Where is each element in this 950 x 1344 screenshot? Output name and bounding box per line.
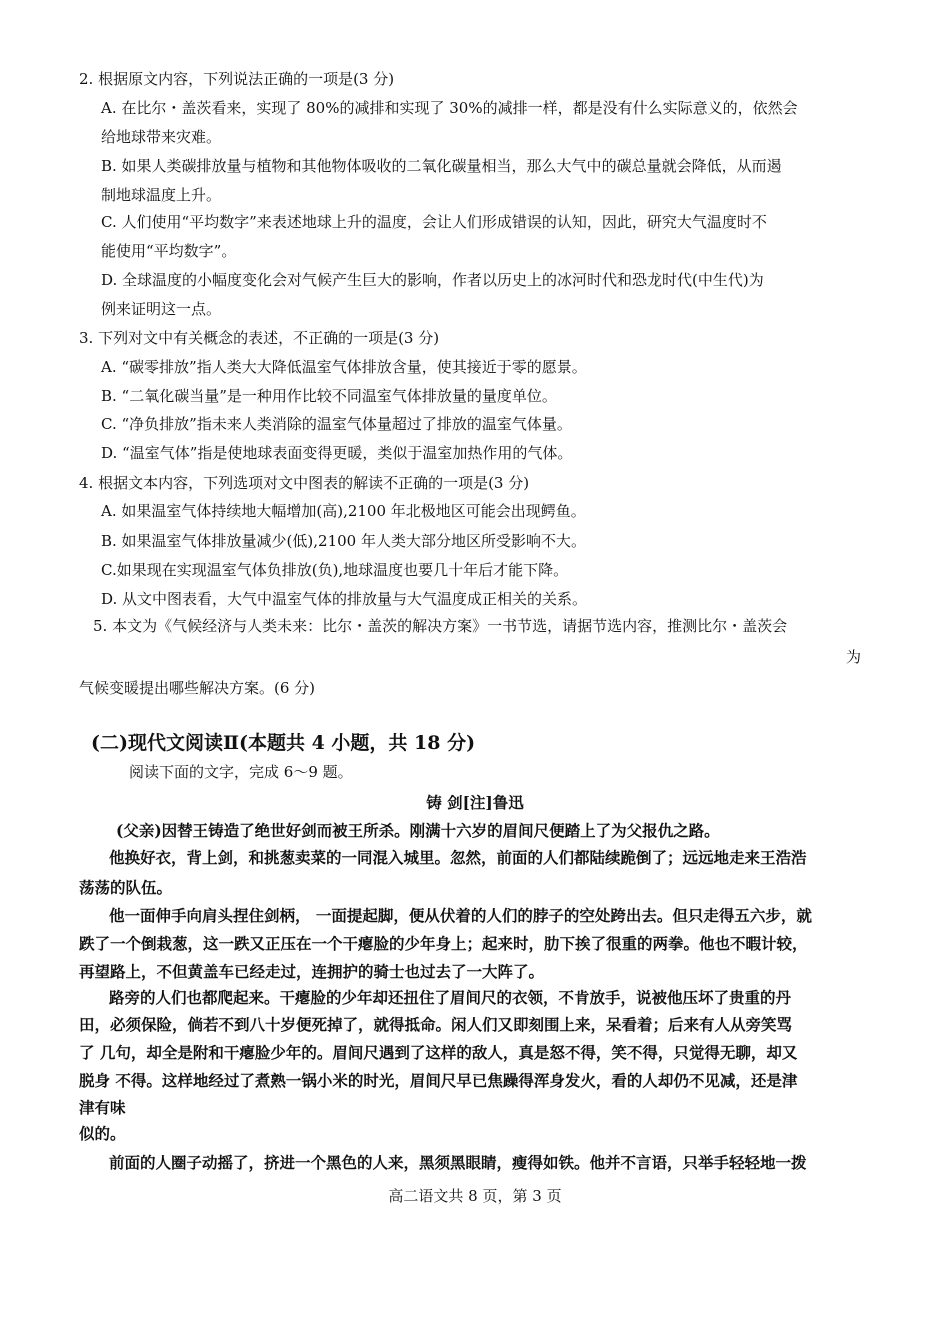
passage-paragraph-1: (父亲)因替王铸造了绝世好剑而被王所杀。刚满十六岁的眉间尺便踏上了为父报仇之路。 (116, 821, 720, 840)
q5-line2: 气候变暖提出哪些解决方案。(6 分) (79, 679, 316, 697)
q2-option-c-line1: C. 人们使用“平均数字”来表述地球上升的温度，会让人们形成错误的认知，因此，研究大气温度时不 (101, 213, 767, 231)
passage-paragraph-2-line2: 荡荡的队伍。 (79, 878, 173, 897)
q5-line1: 5. 本文为《气候经济与人类未来：比尔・盖茨的解决方案》一书节选，请据节选内容，推测比尔・盖茨会 (93, 617, 788, 635)
q2-option-a-line2: 给地球带来灾难。 (101, 128, 222, 146)
passage-paragraph-3-line2: 跌了一个倒栽葱，这一跌又正压在一个干瘪脸的少年身上；起来时，肋下挨了很重的两拳。他也不暇计较， (79, 934, 808, 953)
passage-paragraph-4-line4: 脱身 不得。这样地经过了煮熟一锅小米的时光，眉间尺早已焦躁得浑身发火，看的人却仍不见减，还是津 (79, 1071, 798, 1090)
q3-option-a: A. “碳零排放”指人类大大降低温室气体排放含量，使其接近于零的愿景。 (101, 358, 587, 376)
q3-option-d: D. “温室气体”指是使地球表面变得更暖，类似于温室加热作用的气体。 (101, 444, 573, 462)
section-instruction: 阅读下面的文字，完成 6～9 题。 (129, 763, 353, 781)
q2-option-d-line2: 例来证明这一点。 (101, 300, 222, 318)
q2-option-b-line2: 制地球温度上升。 (101, 186, 222, 204)
passage-paragraph-3-line1: 他一面伸手向肩头捏住剑柄， 一面提起脚，便从伏着的人们的脖子的空处跨出去。但只走得五六步，就 (109, 906, 812, 925)
passage-title: 铸 剑[注]鲁迅 (426, 793, 524, 812)
passage-paragraph-4-line5: 津有味 (79, 1098, 126, 1117)
q2-option-b-line1: B. 如果人类碳排放量与植物和其他物体吸收的二氧化碳量相当，那么大气中的碳总量就会降低，从而遏 (101, 157, 782, 175)
q2-option-c-line2: 能使用“平均数字”。 (101, 242, 237, 260)
q3-option-b: B. “二氧化碳当量”是一种用作比较不同温室气体排放量的量度单位。 (101, 387, 557, 405)
q4-option-a: A. 如果温室气体持续地大幅增加(高),2100 年北极地区可能会出现鳄鱼。 (101, 502, 586, 520)
passage-paragraph-4-line3: 了 几句，却全是附和干瘪脸少年的。眉间尺遇到了这样的敌人，真是怒不得，笑不得，只觉得无聊，却又 (79, 1043, 798, 1062)
passage-paragraph-5-line1: 前面的人圈子动摇了，挤进一个黑色的人来，黑须黑眼睛，瘦得如铁。他并不言语，只举手轻轻地一拨 (109, 1153, 807, 1172)
q4-stem: 4. 根据文本内容，下列选项对文中图表的解读不正确的一项是(3 分) (79, 474, 530, 492)
passage-paragraph-4-line1: 路旁的人们也都爬起来。干瘪脸的少年却还扭住了眉间尺的衣领，不肯放手，说被他压坏了贵重的丹 (109, 988, 792, 1007)
passage-paragraph-2-line1: 他换好衣，背上剑，和挑葱卖菜的一同混入城里。忽然，前面的人们都陆续跪倒了；远远地走来王浩浩 (109, 848, 807, 867)
q3-option-c: C. “净负排放”指未来人类消除的温室气体量超过了排放的温室气体量。 (101, 415, 572, 433)
q4-option-b: B. 如果温室气体排放量减少(低),2100 年人类大部分地区所受影响不大。 (101, 532, 586, 550)
q5-line1-end: 为 (846, 648, 862, 666)
q4-option-c: C.如果现在实现温室气体负排放(负),地球温度也要几十年后才能下降。 (101, 561, 569, 579)
passage-paragraph-3-line3: 再望路上，不但黄盖车已经走过，连拥护的骑士也过去了一大阵了。 (79, 962, 545, 981)
q2-option-d-line1: D. 全球温度的小幅度变化会对气候产生巨大的影响，作者以历史上的冰河时代和恐龙时代(中生代)为 (101, 271, 764, 289)
passage-paragraph-4-line2: 田，必须保险，倘若不到八十岁便死掉了，就得抵命。闲人们又即刻围上来，呆看着；后来有人从旁笑骂 (79, 1015, 793, 1034)
q3-stem: 3. 下列对文中有关概念的表述，不正确的一项是(3 分) (79, 329, 440, 347)
page-footer: 高二语文共 8 页，第 3 页 (388, 1187, 562, 1205)
section-heading: (二)现代文阅读Ⅱ(本题共 4 小题，共 18 分) (91, 732, 476, 754)
passage-paragraph-4-line6: 似的。 (79, 1124, 126, 1143)
q2-option-a-line1: A. 在比尔・盖茨看来，实现了 80%的减排和实现了 30%的减排一样，都是没有什么实际意义的，依然会 (101, 99, 798, 117)
q2-stem: 2. 根据原文内容，下列说法正确的一项是(3 分) (79, 70, 395, 88)
q4-option-d: D. 从文中图表看，大气中温室气体的排放量与大气温度成正相关的关系。 (101, 590, 588, 608)
